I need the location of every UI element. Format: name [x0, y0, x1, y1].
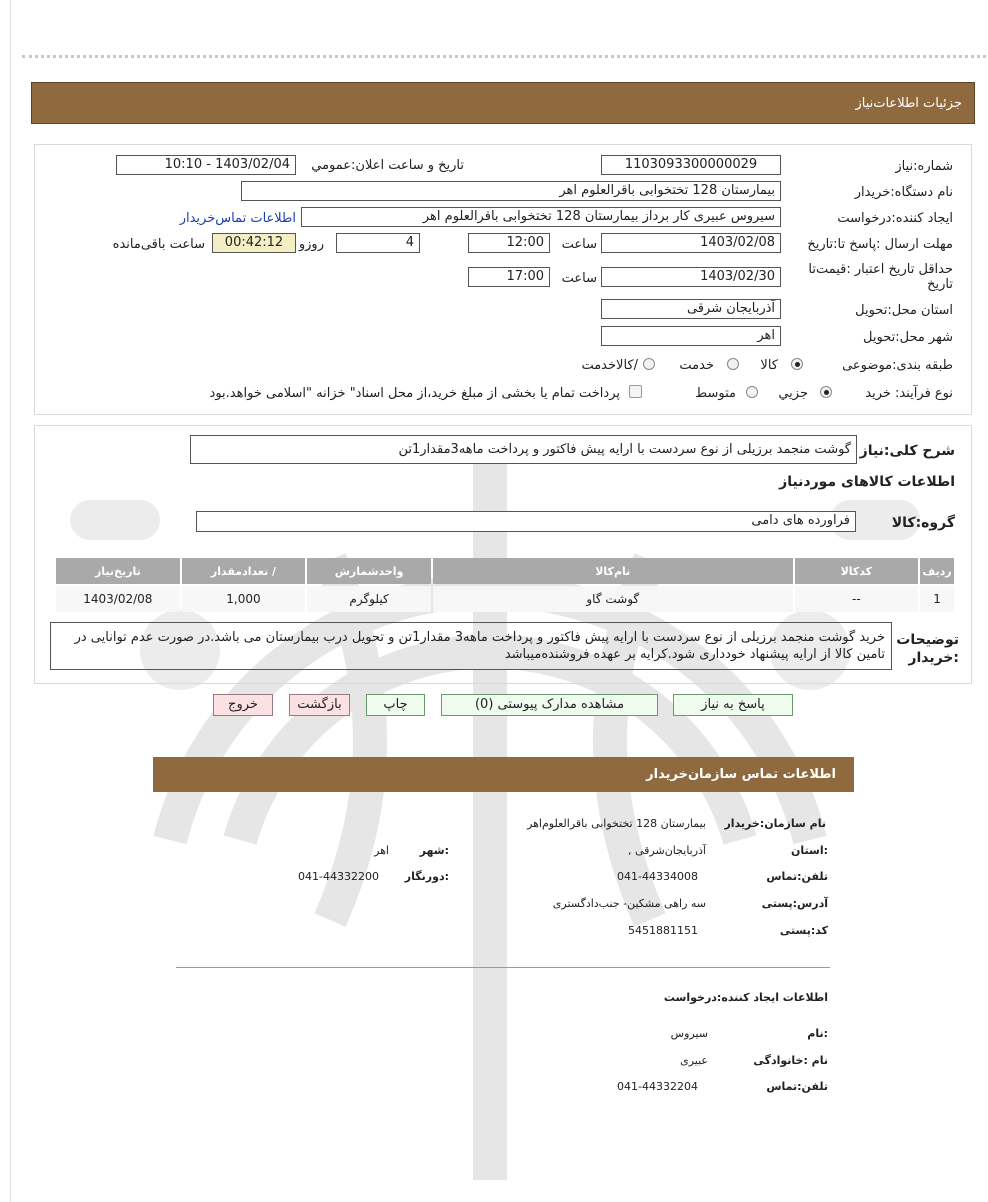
summary-field: گوشت منجمد برزیلی از نوع سردست با ارایه پیش فاکتور و پرداخت ماهه3مقدار1تن	[190, 435, 857, 464]
contact-city-value: اهر	[374, 844, 389, 857]
buyer-org-label: نام دستگاه:خریدار	[854, 185, 953, 200]
cell-row-number: 1	[933, 592, 941, 606]
org-name-label: نام سازمان:خریدار	[724, 817, 826, 830]
process-option-medium: متوسط	[695, 386, 736, 401]
city-field: اهر	[601, 326, 781, 346]
buyer-org-field: بیمارستان 128 تختخوابی باقرالعلوم اهر	[241, 181, 781, 201]
creator-name-label: :نام	[807, 1027, 828, 1040]
need-number-label: شماره:نیاز	[895, 159, 953, 174]
process-radio-minor[interactable]	[820, 386, 832, 398]
back-button[interactable]: بازگشت	[289, 694, 350, 716]
province-label: استان محل:تحویل	[855, 303, 953, 318]
category-radio-goods-service[interactable]	[643, 358, 655, 370]
cell-unit: کیلوگرم	[349, 592, 389, 606]
org-name-value: بیمارستان 128 تختخوابی باقرالعلوم‌اهر	[527, 817, 706, 830]
cell-code: --	[852, 592, 861, 606]
contact-divider	[176, 967, 830, 968]
category-label: طبقه بندی:موضوعی	[842, 358, 953, 373]
contact-title: اطلاعات تماس سازمان‌خریدار	[646, 767, 836, 782]
col-header-code: کدکالا	[795, 558, 918, 584]
page-header-bar	[31, 82, 975, 124]
creator-phone-value: 041-44332204	[617, 1080, 698, 1093]
days-field: 4	[336, 233, 420, 253]
requester-label: ایجاد کننده:درخواست	[837, 211, 953, 226]
creator-family-value: عبیری	[680, 1054, 708, 1067]
reply-time-label: ساعت	[561, 237, 597, 252]
reply-date-field: 1403/02/08	[601, 233, 781, 253]
contact-phone-label: تلفن:تماس	[766, 870, 828, 883]
price-validity-label-text: حداقل تاریخ اعتبار :قیمت‌تا تاریخ	[808, 262, 953, 292]
goods-table-header-row	[56, 558, 954, 584]
announce-field: 1403/02/04 - 10:10	[116, 155, 296, 175]
buyer-notes-label	[896, 631, 959, 667]
contact-city-label: :شهر	[419, 844, 449, 857]
price-date-field: 1403/02/30	[601, 267, 781, 287]
goods-table	[54, 556, 956, 614]
goods-group-field: فراورده های دامی	[196, 511, 856, 532]
remaining-timer: 00:42:12	[212, 233, 296, 253]
col-header-row-number: ردیف	[920, 558, 954, 584]
price-time-label: ساعت	[561, 271, 597, 286]
buyer-notes-field: خرید گوشت منجمد برزیلی از نوع سردست با ارایه پیش فاکتور و پرداخت ماهه3 مقدار1تن و تحویل درب بیمارستان می باشد.در صورت عدم توانایی در تامین کالا از ارایه پیشنهاد خودداری شود.کرایه بر عهده فروشنده‌میباشد	[50, 622, 892, 670]
contact-province-label: :استان	[791, 844, 828, 857]
cell-name: گوشت گاو	[586, 592, 640, 606]
category-option-goods-service: /کالاخدمت	[581, 358, 638, 373]
table-row	[56, 586, 954, 612]
cell-quantity: 1,000	[226, 592, 261, 606]
contact-header-bar	[153, 757, 854, 792]
page-left-rule	[10, 0, 11, 1202]
category-option-service: خدمت	[679, 358, 714, 373]
treasury-payment-note: پرداخت تمام یا بخشی از مبلغ خرید،از محل اسناد" خزانه "اسلامی خواهد.بود	[209, 386, 620, 401]
requester-field: سیروس عبیری کار برداز بیمارستان 128 تختخوابی باقرالعلوم اهر	[301, 207, 781, 227]
goods-table-wrapper	[54, 556, 956, 614]
col-header-unit: واحدشمارش	[307, 558, 431, 584]
view-docs-button[interactable]: مشاهده مدارک پیوستی (0)	[441, 694, 658, 716]
top-dotted-divider	[22, 55, 986, 58]
reply-button[interactable]: پاسخ به نیاز	[673, 694, 793, 716]
city-label: شهر محل:تحویل	[863, 330, 953, 345]
category-radio-goods[interactable]	[791, 358, 803, 370]
buyer-contact-link[interactable]: اطلاعات تماس‌خریدار	[179, 211, 296, 226]
buyer-notes-label-text: توضیحات :خریدار	[896, 632, 959, 666]
reply-deadline-label: مهلت ارسال :پاسخ تا:تاریخ	[807, 237, 953, 252]
process-label: نوع فرآیند: خرید	[865, 386, 953, 401]
contact-address-label: آدرس:پستی	[761, 897, 828, 910]
summary-label: شرح کلی:نیاز	[859, 443, 955, 459]
reply-time-field: 12:00	[468, 233, 550, 253]
category-radio-service[interactable]	[727, 358, 739, 370]
days-label: روزو	[298, 237, 324, 252]
treasury-payment-checkbox[interactable]	[629, 385, 642, 398]
creator-name-value: سیروس	[670, 1027, 708, 1040]
price-time-field: 17:00	[468, 267, 550, 287]
goods-info-title: اطلاعات کالاهای موردنیاز	[779, 474, 955, 490]
col-header-name: نام‌کالا	[433, 558, 793, 584]
creator-title: اطلاعات ایجاد کننده:درخواست	[663, 991, 828, 1004]
print-button[interactable]: چاپ	[366, 694, 425, 716]
contact-address-value: سه راهی مشکین- جنب‌دادگستری	[552, 897, 706, 910]
contact-phone-value: 041-44334008	[617, 870, 698, 883]
goods-group-label: گروه:کالا	[891, 515, 955, 531]
need-number-field: 1103093300000029	[601, 155, 781, 175]
price-validity-label	[793, 262, 953, 292]
contact-fax-label: :دورنگار	[404, 870, 449, 883]
remaining-label: ساعت باقی‌مانده	[112, 237, 205, 252]
cell-need-date: 1403/02/08	[83, 592, 153, 606]
col-header-quantity: / تعدادمقدار	[182, 558, 306, 584]
process-radio-medium[interactable]	[746, 386, 758, 398]
creator-family-label: نام :خانوادگی	[753, 1054, 828, 1067]
announce-label: تاریخ و ساعت اعلان:عمومي	[311, 158, 464, 173]
province-field: آذربایجان شرقی	[601, 299, 781, 319]
col-header-need-date: تاریخ‌نیاز	[56, 558, 180, 584]
page-title: جزئیات اطلاعات‌نیاز	[855, 96, 962, 111]
contact-fax-value: 041-44332200	[298, 870, 379, 883]
contact-postal-value: 5451881151	[628, 924, 698, 937]
creator-phone-label: تلفن:تماس	[766, 1080, 828, 1093]
category-option-goods: کالا	[760, 358, 778, 373]
contact-province-value: آذربایجان‌شرقی ,	[628, 844, 706, 857]
contact-postal-label: کد:پستی	[779, 924, 828, 937]
exit-button[interactable]: خروج	[213, 694, 273, 716]
process-option-minor: جزیي	[778, 386, 808, 401]
